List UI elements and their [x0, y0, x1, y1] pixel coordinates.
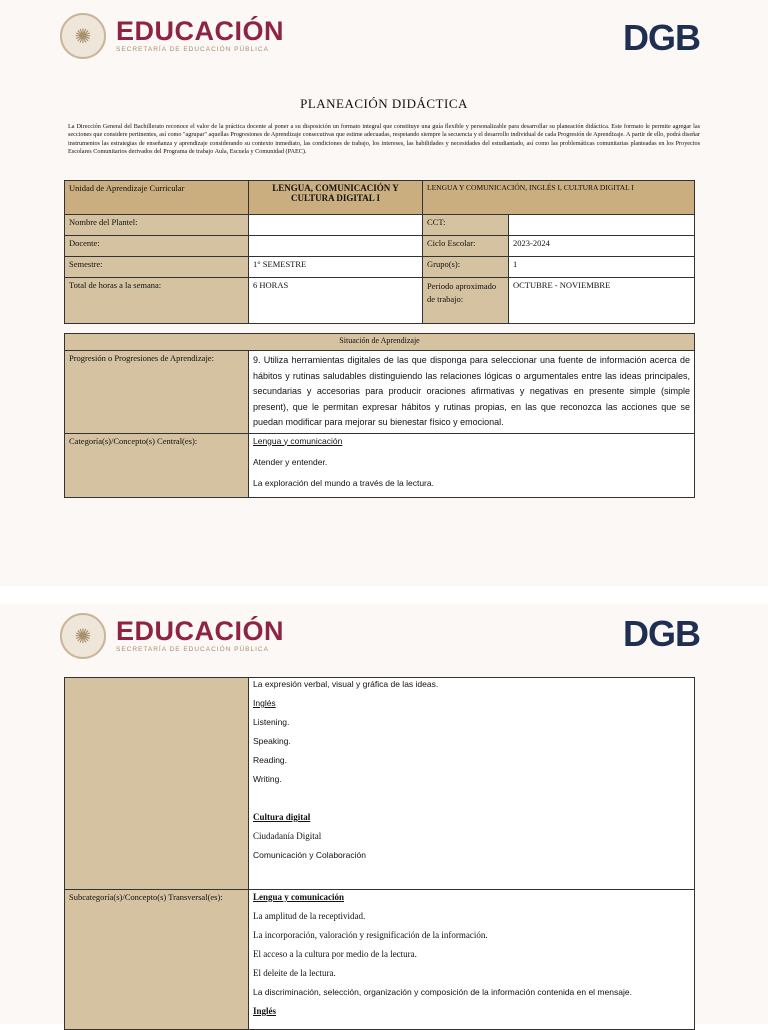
continued-item: Cultura digital — [253, 812, 311, 822]
page-title: PLANEACIÓN DIDÁCTICA — [300, 96, 468, 111]
ciclo-label: Ciclo Escolar: — [423, 236, 509, 257]
grupo-label: Grupo(s): — [423, 257, 509, 278]
logo-main-text: EDUCACIÓN — [116, 616, 285, 646]
semestre-value: 1° SEMESTRE — [249, 257, 423, 278]
intro-paragraph: La Dirección General del Bachillerato reconoce el valor de la práctica docente al poner a su disposición un formato integral que constituye una guía flexible y personalizable para desarrollar su planeación didáctica. Este formato le permite agregar las secciones que considere pertinentes, así como "agrupar" aquellas Progresiones de Aprendizaje consecutivas que estime adecuadas, respetando siempre la secuencia y el desarrollo individual de cada Progresión de Aprendizaje. A partir de ello, podrá diseñar instrumentos las estrategias de enseñanza y aprendizaje considerando su contexto inmediato, las condiciones de trabajo, los intereses, las habilidades y necesidades del estudiantado, así como las problemáticas comunitarias planteadas en los Proyectos Escolares Comunitarios derivados del Programa de trabajo Aula, Escuela y Comunidad (PAEC). — [68, 123, 700, 156]
mexico-seal-icon: ✺ — [60, 13, 106, 59]
subcategoria-label: Subcategoría(s)/Concepto(s) Transversal(es): — [65, 890, 249, 1030]
continued-item: Ciudadanía Digital — [253, 831, 322, 841]
continued-item: Reading. — [253, 755, 288, 765]
sep-logo — [60, 612, 284, 660]
categoria-item: La exploración del mundo a través de la lectura. — [253, 477, 434, 488]
uac-value: LENGUA, COMUNICACIÓN Y CULTURA DIGITAL I — [249, 181, 423, 215]
situacion-table — [64, 333, 695, 498]
uac-full: LENGUA Y COMUNICACIÓN, INGLÉS I, CULTURA DIGITAL I — [423, 181, 695, 215]
docente-value — [249, 236, 423, 257]
situacion-table-continued — [64, 677, 695, 1030]
uac-label: Unidad de Aprendizaje Curricular — [65, 181, 249, 215]
periodo-value: OCTUBRE - NOVIEMBRE — [509, 278, 695, 324]
continued-item — [253, 793, 690, 803]
periodo-label: Periodo aproximado de trabajo: — [423, 278, 509, 324]
subcategoria-cell — [249, 890, 695, 1030]
subcategoria-item: Inglés — [253, 1006, 277, 1016]
info-table — [64, 180, 695, 324]
logo-sub-text: SECRETARÍA DE EDUCACIÓN PÚBLICA — [116, 46, 269, 53]
ciclo-value: 2023-2024 — [509, 236, 695, 257]
logo-sub-text: SECRETARÍA DE EDUCACIÓN PÚBLICA — [116, 646, 269, 653]
categoria-cell — [249, 433, 695, 497]
categoria-label: Categoría(s)/Concepto(s) Central(es): — [65, 433, 249, 497]
categoria-label-continued — [65, 678, 249, 890]
continued-item: Writing. — [253, 774, 282, 784]
subcategoria-item: Lengua y comunicación — [253, 892, 345, 902]
subcategoria-item: El acceso a la cultura por medio de la lectura. — [253, 949, 417, 959]
continued-item: Speaking. — [253, 736, 291, 746]
subcategoria-item: La incorporación, valoración y resignificación de la información. — [253, 930, 488, 940]
subcategoria-item: El deleite de la lectura. — [253, 968, 336, 978]
subcategoria-item: La amplitud de la receptividad. — [253, 911, 366, 921]
continued-item: Comunicación y Colaboración — [253, 850, 366, 860]
horas-value: 6 HORAS — [249, 278, 423, 324]
subcategoria-item: La discriminación, selección, organización y composición de la información contenida en el mensaje. — [253, 987, 632, 997]
continued-item: La expresión verbal, visual y gráfica de las ideas. — [253, 679, 439, 689]
continued-cell — [249, 678, 695, 890]
logo-main-text: EDUCACIÓN — [116, 16, 285, 46]
plantel-value — [249, 215, 423, 236]
progresion-label: Progresión o Progresiones de Aprendizaje: — [65, 351, 249, 434]
categoria-item: Atender y entender. — [253, 456, 328, 467]
semestre-label: Semestre: — [65, 257, 249, 278]
continued-item: Inglés — [253, 698, 276, 708]
cct-value — [509, 215, 695, 236]
plantel-label: Nombre del Plantel: — [65, 215, 249, 236]
dgb-logo: DGB — [623, 17, 700, 58]
progresion-text: 9. Utiliza herramientas digitales de las que disponga para seleccionar una fuente de información acerca de hábitos y rutinas saludables distinguiendo las relaciones lógicas o argumentales entre las ideas principales, secundarias y accesorias para producir oraciones afirmativas y negativas en presente simple (simple present), que le permitan expresar hábitos y rutinas propias, en las que reconozca las acciones que se puedan modificar para mejorar su bienestar físico y emocional. — [249, 351, 695, 434]
dgb-logo: DGB — [623, 613, 700, 654]
mexico-seal-icon: ✺ — [60, 613, 106, 659]
docente-label: Docente: — [65, 236, 249, 257]
sep-logo — [60, 12, 284, 60]
page-separator — [0, 586, 768, 604]
grupo-value: 1 — [509, 257, 695, 278]
cct-label: CCT: — [423, 215, 509, 236]
continued-item: Listening. — [253, 717, 290, 727]
horas-label: Total de horas a la semana: — [65, 278, 249, 324]
situacion-header: Situación de Aprendizaje — [65, 334, 695, 351]
categoria-item: Lengua y comunicación — [253, 435, 343, 446]
